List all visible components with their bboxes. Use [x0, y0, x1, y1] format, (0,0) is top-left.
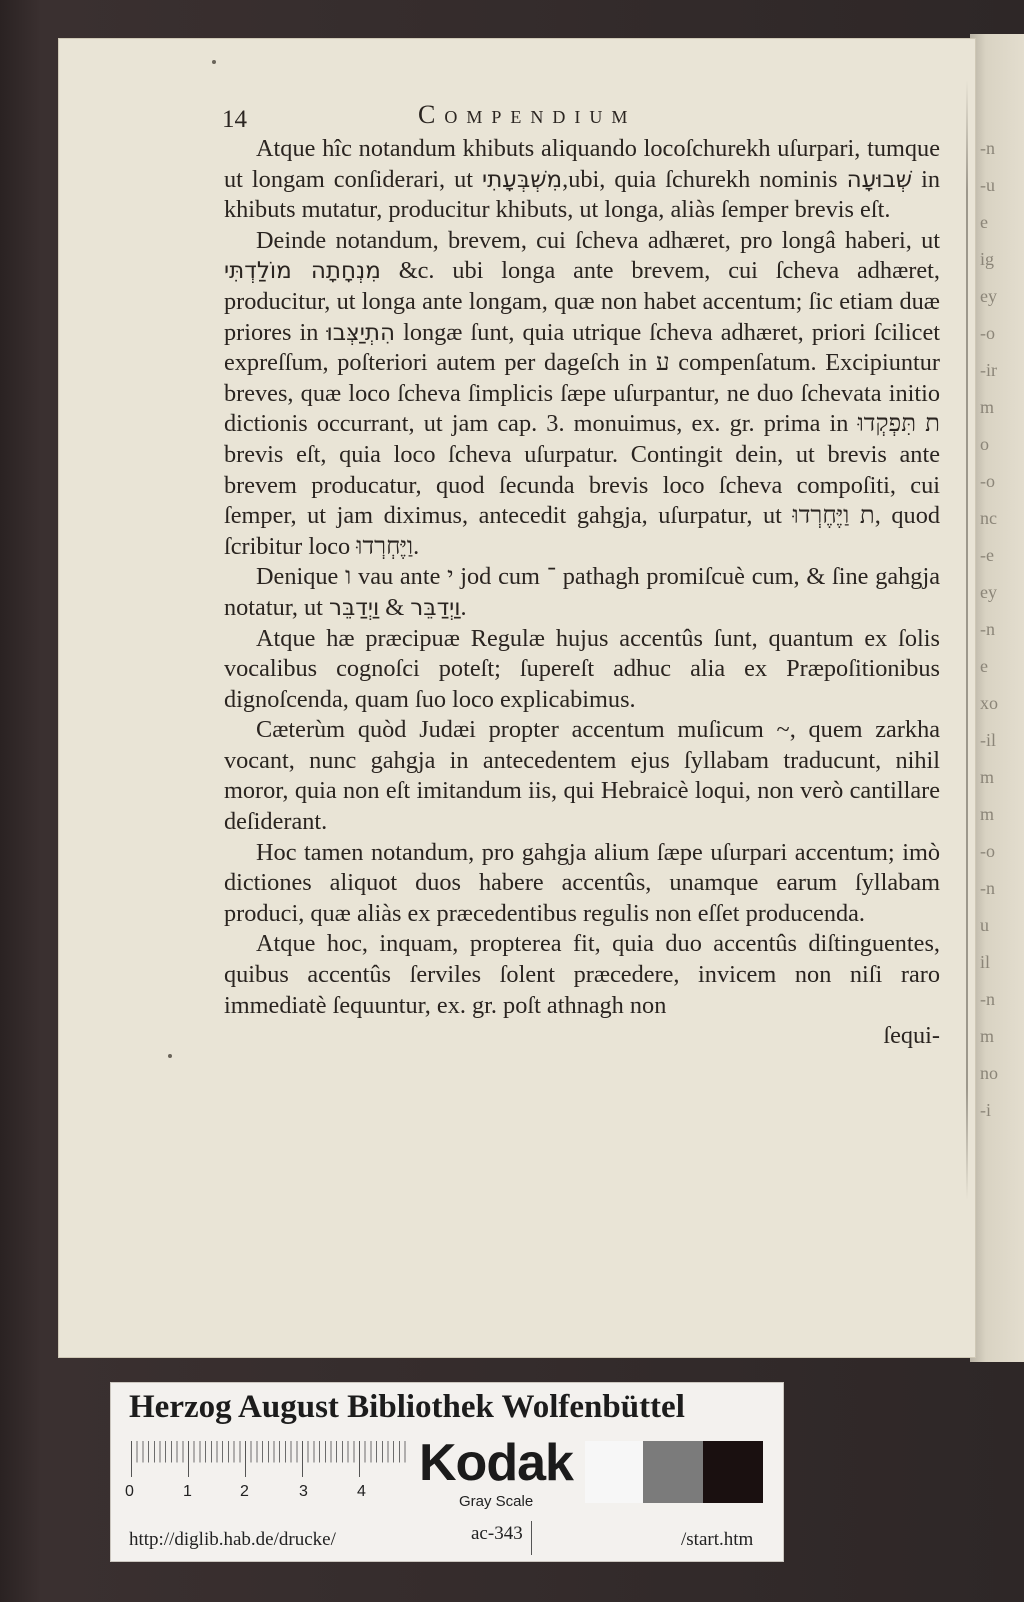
paragraph [224, 624, 940, 716]
facing-page-fragment: il [980, 952, 991, 972]
paragraph [224, 562, 940, 623]
hebrew-word: שְׁבוּעָה [846, 166, 913, 193]
gray-scale-label: Gray Scale [459, 1493, 534, 1510]
facing-page-fragment: -o [980, 471, 995, 491]
catchword: ſequi- [883, 1022, 940, 1050]
facing-page-fragment: -i [980, 1100, 991, 1120]
latin-text: Cæterùm quòd Judæi propter accentum muſicum ~, quem zarkha vocant, nunc gahgja in antecedentem ejus ſyllabam traducunt, nihil moror, quia non eſt imitandum iis, qui Hebraicè loqui, non verò cantillare deſiderant. [224, 716, 940, 836]
facing-page-fragment: e [980, 656, 988, 676]
shelfmark: ac-343 [471, 1523, 523, 1544]
running-head: Compendium [418, 100, 637, 129]
latin-text: longæ ſunt, quia utrique ſcheva adhæret, priori ſcilicet expreſſum, poſteriori autem per dageſch in ﬠ compenſatum. Excipiuntur breves, quæ loco ſcheva ſimplicis ſæpe uſurpantur, ne duo ſchevata initio dictionis occurrant, ut jam cap. 3. monuimus, ex. gr. prima in ﬨ תִּפְקְדוּ brevis eſt, quia loco ſcheva uſurpatur. Contingit dein, ut brevis ante brevem producatur, quod ſecunda brevis loco ſcheva compoſiti, cui ſemper, ut jam diximus, antecedit gahgja, uſurpatur, ut ﬨ וַיֶּחֶרְדוּ, quod ſcribitur loco וַיֶּחְרְדוּ. [224, 318, 941, 560]
facing-page-fragment: m [980, 1026, 995, 1046]
hebrew-word: וַיְדַבֵּר [410, 594, 461, 621]
facing-page-fragment: ey [980, 582, 997, 602]
facing-page-fragment: m [980, 767, 995, 787]
ruler-number: 1 [183, 1483, 192, 1500]
facing-page-fragment: ig [980, 249, 995, 269]
latin-text: Atque hæ præcipuæ Regulæ hujus accentûs ſunt, quantum ex ſolis vocalibus cognoſci poteſt; ſupereſt adhuc alia ex Præpoſitionibus dignoſcenda, quam ſuo loco explicabimus. [224, 624, 940, 713]
facing-page-fragment: e [980, 212, 988, 232]
ruler-number: 3 [299, 1483, 308, 1500]
hebrew-word: מִנְחָתָה מוֹלַדְתִּי [224, 258, 381, 285]
facing-page-fragment: nc [980, 508, 997, 528]
latin-text: Atque hoc, inquam, propterea fit, quia duo accentûs diſtinguentes, quibus accentûs ſerviles ſolent præcedere, invicem non niſi raro immediatè ſequuntur, ex. gr. poſt athnagh non [224, 930, 940, 1019]
facing-page-fragment: -il [980, 730, 996, 750]
latin-text: in khibuts mutatur, producitur khibuts, ut longa, aliàs ſemper brevis eſt. [224, 165, 940, 224]
page-number: 14 [222, 106, 247, 133]
facing-page-fragment: -n [980, 878, 995, 898]
paragraph [224, 715, 940, 837]
facing-page-fragment: -ir [980, 360, 997, 380]
paragraph [224, 226, 940, 563]
latin-text: ,ubi, quia ſchurekh nominis [562, 165, 847, 193]
facing-page-fragment: m [980, 804, 995, 824]
paragraph [224, 929, 940, 1021]
facing-page-fragment: -e [980, 545, 994, 565]
ruler-ticks [131, 1441, 407, 1477]
facing-page-fragment: o [980, 434, 989, 454]
facing-page-fragment: u [980, 915, 989, 935]
ruler-major-tick [188, 1441, 189, 1477]
latin-text: & [379, 593, 411, 621]
hebrew-word: מִשְׁבְּעָתִי [482, 166, 563, 193]
ruler-number: 2 [240, 1483, 249, 1500]
facing-page-edge [970, 34, 1024, 1362]
latin-text: Deinde notandum, brevem, cui ſcheva adhæret, pro longâ haberi, ut [256, 226, 940, 254]
institution-name: Herzog August Bibliothek Wolfenbüttel [129, 1389, 685, 1425]
latin-text: Atque hîc notandum khibuts aliquando locoſchurekh uſurpari, tumque ut longam conſiderari, ut [224, 135, 940, 193]
facing-page-fragment: no [980, 1063, 998, 1083]
body-text [224, 134, 940, 1052]
latin-text: Hoc tamen notandum, pro gahgja alium ſæpe uſurpari accentum; imò dictiones aliquot duos habere accentûs, unamque earum ſyllabam produci, quæ aliàs ex præcedentibus regulis non eſſet producenda. [224, 838, 940, 927]
ink-speck [168, 1054, 172, 1058]
gray-patch-dark [703, 1441, 763, 1503]
facing-page-fragment: -o [980, 323, 995, 343]
facing-page-fragment: -u [980, 175, 995, 195]
facing-page-fragment: -n [980, 989, 995, 1009]
ruler-number: 0 [125, 1483, 134, 1500]
start-url: /start.htm [681, 1529, 754, 1550]
hebrew-word: הִתְיַצְּבוּ [326, 319, 396, 346]
source-url: http://diglib.hab.de/drucke/ [129, 1529, 336, 1550]
ruler-major-tick [302, 1441, 303, 1477]
divider [531, 1521, 532, 1555]
facing-page-fragment: ey [980, 286, 997, 306]
gray-patch-light [585, 1441, 643, 1503]
hebrew-word: וַיְדַבֵּר [328, 594, 380, 621]
ruler-major-tick [359, 1441, 360, 1477]
paragraph [224, 838, 940, 930]
ruler-major-tick [245, 1441, 246, 1477]
latin-text: . [460, 593, 467, 621]
paragraph [224, 134, 940, 226]
facing-page-fragment: m [980, 397, 995, 417]
facing-page-fragment: -n [980, 619, 995, 639]
ink-speck [212, 60, 216, 64]
page-gutter [966, 80, 968, 1200]
latin-text: &c. ubi longa ante brevem, cui ſcheva adhæret, producitur, ut longa ante longam, quæ non habet accentum; ſic etiam duæ priores in [224, 257, 940, 346]
ruler-number: 4 [357, 1483, 366, 1500]
color-calibration-card [110, 1382, 784, 1562]
kodak-logo: Kodak [419, 1434, 573, 1492]
ruler-major-tick [131, 1441, 132, 1477]
facing-page-fragment: -o [980, 841, 995, 861]
latin-text: Denique ו vau ante י jod cum ־ pathagh promiſcuè cum, & ſine gahgja notatur, ut [224, 563, 940, 621]
gray-patch-mid [643, 1441, 703, 1503]
facing-page-fragment: -n [980, 138, 995, 158]
facing-page-fragment: xo [980, 693, 998, 713]
